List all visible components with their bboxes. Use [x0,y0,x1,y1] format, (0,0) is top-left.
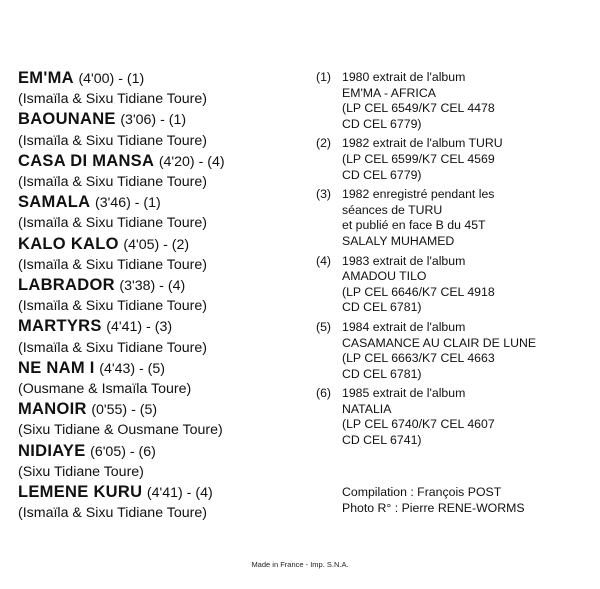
note-line: NATALIA [342,401,392,416]
note-body [342,386,596,448]
track-title-line [18,482,318,503]
note-body [342,254,596,316]
note-line: CASAMANCE AU CLAIR DE LUNE [342,335,537,350]
note-line: CD CEL 6781) [342,366,422,381]
note-line: EM'MA - AFRICA [342,85,436,100]
track-credit: (Ismaïla & Sixu Tidiane Toure) [18,132,207,149]
release-note [316,254,596,316]
track-duration-note: (4'41) - (3) [106,319,173,336]
note-line: (LP CEL 6549/K7 CEL 4478 [342,101,495,116]
track-duration-note: (4'00) - (1) [78,71,145,87]
track-credit: (Ismaïla & Sixu Tidiane Toure) [18,298,207,315]
track-list [18,68,318,523]
track-credit: (Ousmane & Ismaïla Toure) [18,381,192,398]
note-line: (LP CEL 6663/K7 CEL 4663 [342,351,495,366]
note-line: SALALY MUHAMED [342,233,455,248]
note-line: 1983 extrait de l'album [342,253,466,268]
track-duration-note: (0'55) - (5) [91,402,158,419]
note-line: 1982 extrait de l'album TURU [342,136,503,151]
track-duration-note: (3'06) - (1) [120,112,187,129]
credits [342,485,525,516]
note-line: AMADOU TILO [342,269,427,284]
note-number: (4) [316,253,332,268]
track-title: BAOUNANE [18,110,116,129]
note-line: CD CEL 6741) [342,433,422,448]
note-body [342,70,596,132]
track-title-line [18,275,318,296]
track-credit: (Ismaïla & Sixu Tidiane Toure) [18,174,207,191]
track-item [18,192,318,233]
note-body [342,187,596,249]
track-title-line [18,192,318,213]
track-item [18,275,318,316]
track-title-line [18,358,318,379]
note-number: (6) [316,386,332,401]
release-note [316,136,596,183]
note-line: (LP CEL 6740/K7 CEL 4607 [342,417,495,432]
track-item [18,151,318,192]
track-duration-note: (4'05) - (2) [123,236,190,253]
compilation-credit: Compilation : François POST [342,485,502,499]
note-line: 1984 extrait de l'album [342,319,466,334]
track-duration-note: (4'20) - (4) [158,153,225,170]
note-line: CD CEL 6779) [342,167,422,182]
note-line: (LP CEL 6599/K7 CEL 4569 [342,151,495,166]
footer-imprint: Made in France - Imp. S.N.A. [251,560,349,569]
release-notes [316,70,596,453]
track-credit: (Ismaïla & Sixu Tidiane Toure) [18,339,207,356]
note-number: (3) [316,187,332,202]
note-number: (5) [316,319,332,334]
note-body [342,136,596,183]
track-title-line [18,109,318,130]
track-title: MARTYRS [18,317,102,336]
track-duration-note: (4'41) - (4) [146,485,213,502]
track-title: MANOIR [18,400,87,419]
note-line: et publié en face B du 45T [342,218,486,233]
track-item [18,441,318,482]
release-note [316,187,596,249]
photo-credit: Photo R° : Pierre RENE-WORMS [342,500,525,515]
track-credit: (Sixu Tidiane Toure) [18,463,144,480]
track-title: LEMENE KURU [18,483,143,502]
note-line: 1980 extrait de l'album [342,70,466,84]
note-line: séances de TURU [342,202,443,217]
release-note [316,70,596,132]
track-item [18,109,318,150]
track-credit: (Ismaïla & Sixu Tidiane Toure) [18,91,207,108]
track-duration-note: (4'43) - (5) [99,360,166,377]
track-title: NIDIAYE [18,441,86,460]
note-line: 1982 enregistré pendant les [342,187,495,202]
note-line: 1985 extrait de l'album [342,386,466,401]
track-credit: (Ismaïla & Sixu Tidiane Toure) [18,256,207,273]
track-item [18,68,318,109]
track-title-line [18,68,318,89]
release-note [316,386,596,448]
track-duration-note: (3'38) - (4) [119,278,186,295]
track-item [18,234,318,275]
track-item [18,399,318,440]
track-title: SAMALA [18,193,91,212]
track-title-line [18,316,318,337]
track-title: CASA DI MANSA [18,151,155,170]
track-item [18,482,318,523]
note-line: CD CEL 6779) [342,116,422,131]
note-body [342,320,596,382]
track-title-line [18,441,318,462]
track-title: EM'MA [18,69,74,87]
track-credit: (Ismaïla & Sixu Tidiane Toure) [18,505,207,522]
track-duration-note: (3'46) - (1) [94,195,161,212]
track-title: KALO KALO [18,234,119,253]
track-item [18,316,318,357]
release-note [316,320,596,382]
track-credit: (Ismaïla & Sixu Tidiane Toure) [18,215,207,232]
note-number: (2) [316,136,332,151]
track-title-line [18,399,318,420]
track-credit: (Sixu Tidiane & Ousmane Toure) [18,422,223,439]
note-line: CD CEL 6781) [342,300,422,315]
track-title-line [18,151,318,172]
track-title: NE NAM I [18,358,95,377]
note-number: (1) [316,70,332,84]
track-title-line [18,234,318,255]
note-line: (LP CEL 6646/K7 CEL 4918 [342,284,495,299]
track-item [18,358,318,399]
track-title: LABRADOR [18,276,115,295]
track-duration-note: (6'05) - (6) [90,443,156,460]
